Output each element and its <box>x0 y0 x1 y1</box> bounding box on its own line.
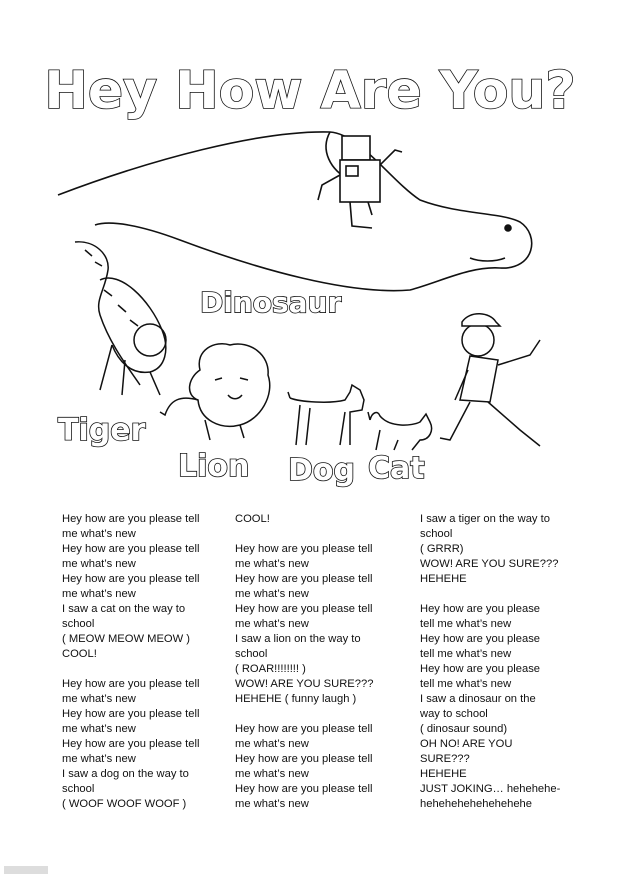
lyric-line: me what’s new <box>235 738 309 750</box>
lyric-line: school <box>62 783 95 795</box>
lyric-line: OH NO! ARE YOU SURE??? <box>420 738 516 765</box>
lyric-line: school <box>62 618 95 630</box>
lyric-line: me what’s new <box>62 723 136 735</box>
dog-drawing <box>288 385 364 445</box>
lyric-line: Hey how are you please tell <box>62 513 200 525</box>
lyric-line: Hey how are you please tell <box>62 573 200 585</box>
lyric-line: I saw a tiger on the way to <box>420 513 550 525</box>
lyric-line: JUST JOKING… hehehehe- <box>420 783 561 795</box>
lyric-line: I saw a dog on the way to <box>62 768 189 780</box>
lyric-line: WOW! ARE YOU SURE??? <box>420 558 559 570</box>
lyric-line: me what’s new <box>62 558 136 570</box>
label-dinosaur: Dinosaur <box>200 286 342 319</box>
lyric-line: Hey how are you please tell <box>235 783 373 795</box>
lyrics-column-2 <box>235 512 385 812</box>
label-lion: Lion <box>178 449 250 484</box>
cat-drawing <box>368 412 432 450</box>
lyric-line: me what’s new <box>235 798 309 810</box>
lyrics-column-1 <box>62 512 212 812</box>
lyric-line: Hey how are you please tell <box>62 738 200 750</box>
robot-drawing <box>318 136 402 228</box>
lyric-line: me what’s new <box>235 588 309 600</box>
lyric-line: ( dinosaur sound) <box>420 723 508 735</box>
lyric-line: hehehehehehehehehe <box>420 798 532 810</box>
lyric-line: Hey how are you please tell <box>62 678 200 690</box>
lyric-line: ( WOOF WOOF WOOF ) <box>62 798 187 810</box>
footer-logo <box>4 866 48 874</box>
lyric-line: Hey how are you please tell <box>235 723 373 735</box>
lyric-line: ( ROAR!!!!!!!! ) <box>235 663 306 675</box>
lyric-line: Hey how are you please <box>420 663 541 675</box>
lyric-line <box>235 527 385 542</box>
tiger-drawing <box>75 242 166 395</box>
lyric-line: Hey how are you please tell <box>235 753 373 765</box>
lion-drawing <box>160 344 270 440</box>
lyric-line: HEHEHE <box>420 573 467 585</box>
lyric-line <box>62 662 212 677</box>
lyric-line: Hey how are you please tell <box>235 543 373 555</box>
lyric-line: WOW! ARE YOU SURE??? <box>235 678 374 690</box>
lyrics-column-3 <box>420 512 565 812</box>
lyric-line: tell me what’s new <box>420 618 512 630</box>
lyric-line: Hey how are you please tell <box>62 543 200 555</box>
lyric-line: me what’s new <box>62 588 136 600</box>
lyric-line: tell me what’s new <box>420 678 512 690</box>
lyric-line: I saw a cat on the way to <box>62 603 186 615</box>
lyric-line <box>420 587 565 602</box>
lyric-line: HEHEHE <box>420 768 467 780</box>
lyric-line: me what’s new <box>235 558 309 570</box>
lyric-line: me what’s new <box>62 528 136 540</box>
lyric-line: Hey how are you please tell <box>235 573 373 585</box>
lyric-line: school <box>420 528 453 540</box>
lyric-line: me what’s new <box>62 693 136 705</box>
lyric-line: COOL! <box>62 648 97 660</box>
lyric-line: way to school <box>420 708 488 720</box>
lyric-line: Hey how are you please tell <box>62 708 200 720</box>
label-tiger: Tiger <box>58 413 146 448</box>
lyric-line: me what’s new <box>62 753 136 765</box>
lyric-line <box>235 707 385 722</box>
lyric-line: I saw a lion on the way to <box>235 633 361 645</box>
boy-drawing <box>440 314 540 446</box>
lyric-line: me what’s new <box>235 618 309 630</box>
dinosaur-drawing <box>58 132 532 291</box>
lyric-line: school <box>235 648 268 660</box>
lyric-line: ( GRRR) <box>420 543 464 555</box>
label-dog: Dog <box>288 453 355 488</box>
lyric-line: Hey how are you please <box>420 603 541 615</box>
lyric-line: tell me what’s new <box>420 648 512 660</box>
label-cat: Cat <box>368 451 425 486</box>
lyric-line: HEHEHE ( funny laugh ) <box>235 693 357 705</box>
lyric-line: COOL! <box>235 513 270 525</box>
lyric-line: me what’s new <box>235 768 309 780</box>
lyric-line: I saw a dinosaur on the <box>420 693 536 705</box>
lyric-line: ( MEOW MEOW MEOW ) <box>62 633 191 645</box>
lyric-line: Hey how are you please <box>420 633 541 645</box>
page-title: Hey How Are You? <box>44 61 576 121</box>
lyric-line: Hey how are you please tell <box>235 603 373 615</box>
